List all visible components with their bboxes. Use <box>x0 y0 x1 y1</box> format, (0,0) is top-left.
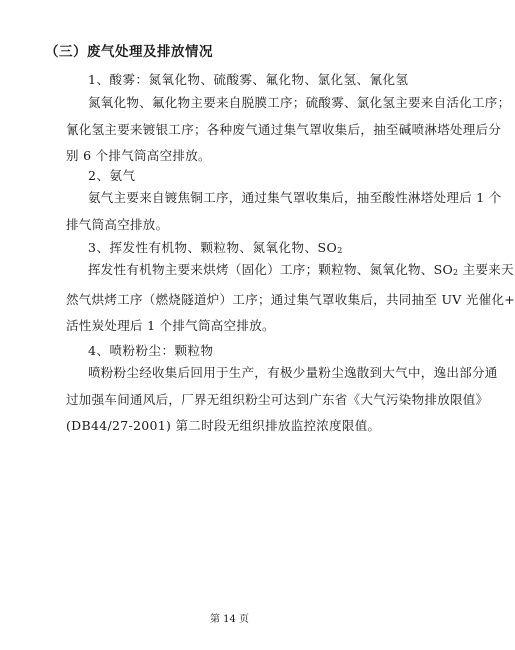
paragraph-line: 氮氧化物、氟化物主要来自脱膜工序；硫酸雾、氯化氢主要来自活化工序； <box>88 95 511 110</box>
paragraph-line: 氨气主要来自镀焦铜工序，通过集气罩收集后，抽至酸性淋塔处理后 1 个 <box>88 190 502 205</box>
paragraph-line: 氰化氢主要来镀银工序；各种废气通过集气罩收集后，抽至碱喷淋塔处理后分 <box>66 121 502 137</box>
item-heading-acid-mist: 1、酸雾：氮氧化物、硫酸雾、氟化物、氯化氢、氰化氢 <box>88 72 409 87</box>
paragraph-line: 挥发性有机物主要来烘烤（固化）工序；颗粒物、氮氧化物、$SO_2$ 主要来天 <box>88 262 514 277</box>
paragraph-line: 别 6 个排气筒高空排放。 <box>66 148 211 163</box>
paragraph-line: 喷粉粉尘经收集后回用于生产，有极少量粉尘逸散到大气中，逸出部分通 <box>88 365 498 380</box>
item-paragraph-acid-mist <box>66 90 511 170</box>
item-paragraph-ammonia <box>66 185 502 238</box>
item-heading-powder-dust: 4、喷粉粉尘：颗粒物 <box>88 343 214 358</box>
page-number: 第 14 页 <box>209 614 250 625</box>
item-paragraph-powder-dust <box>66 360 498 440</box>
item-heading-ammonia: 2、氨气 <box>88 168 136 183</box>
paragraph-line: 过加强车间通风后，厂界无组织粉尘可达到广东省《大气污染物排放限值》 <box>66 391 489 407</box>
paragraph-line: (DB44/27-2001) 第二时段无组织排放监控浓度限值。 <box>66 418 381 433</box>
item-paragraph-voc <box>66 257 515 340</box>
paragraph-line: 排气筒高空排放。 <box>66 216 169 232</box>
paragraph-line: 然气烘烤工序（燃烧隧道炉）工序；通过集气罩收集后，共同抽至 UV 光催化+ <box>66 291 515 307</box>
item-heading-voc: 3、挥发性有机物、颗粒物、氮氧化物、$SO_2$ <box>88 240 343 255</box>
paragraph-line: 活性炭处理后 1 个排气筒高空排放。 <box>66 318 275 333</box>
section-title: （三）废气处理及排放情况 <box>45 44 213 60</box>
